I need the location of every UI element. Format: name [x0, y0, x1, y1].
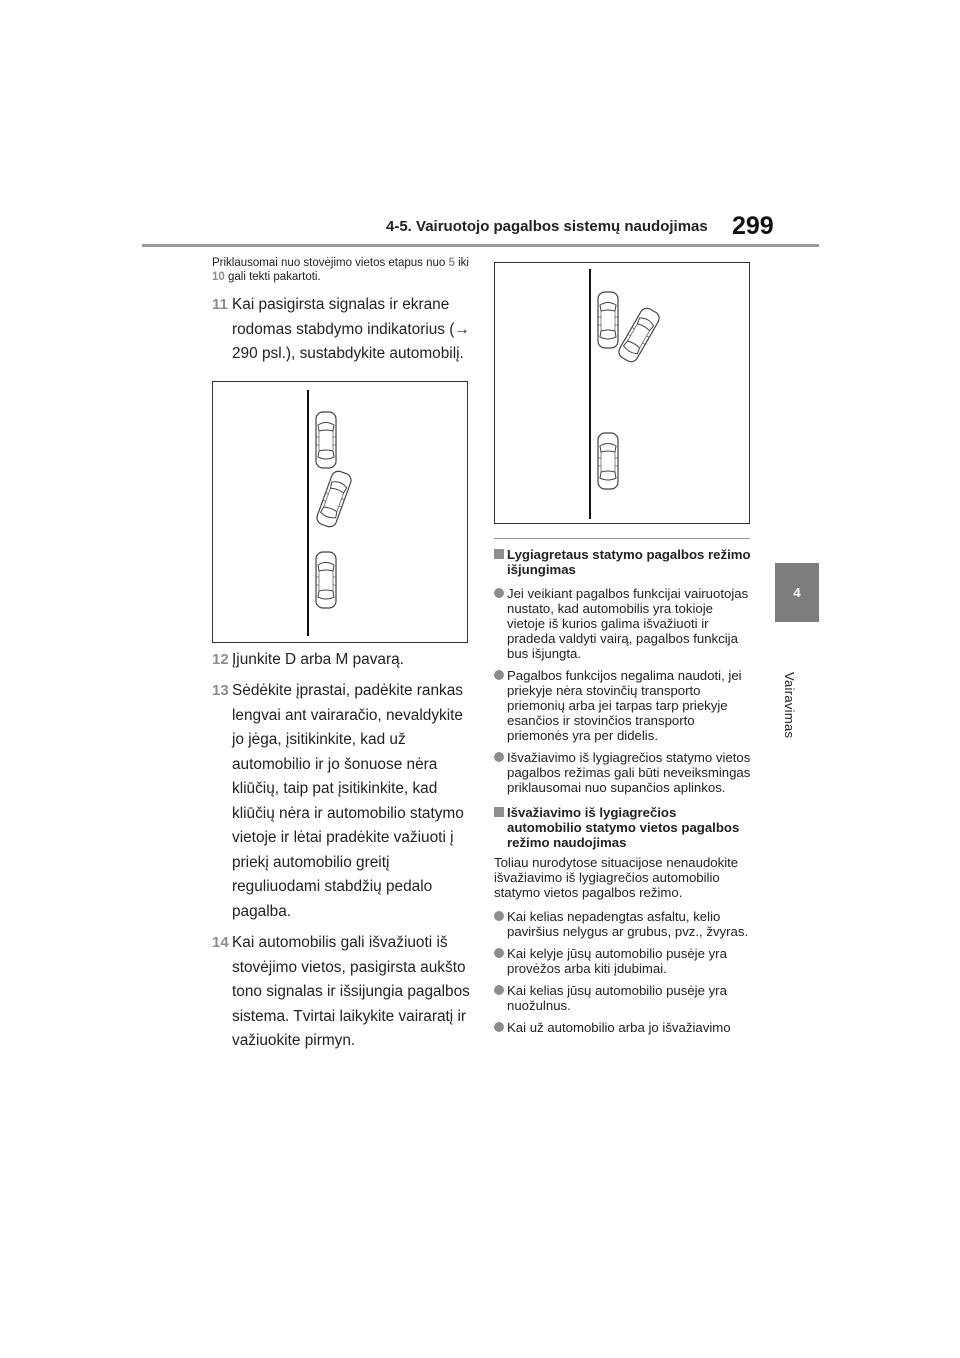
step-number: 14 [212, 934, 229, 951]
page-number: 299 [732, 212, 774, 240]
section-heading-deactivation: Lygiagretaus statymo pagalbos režimo išjungimas [494, 547, 754, 577]
header-title: 4-5. Vairuotojo pagalbos sistemų naudojimas [386, 218, 708, 235]
section-marker-icon [494, 549, 504, 559]
bullet-item: Kai už automobilio arba jo išvažiavimo [494, 1020, 754, 1035]
bullet-item: Kai kelyje jūsų automobilio pusėje yra provėžos arba kiti įdubimai. [494, 946, 754, 976]
step-text: Sėdėkite įprastai, padėkite rankas lengvai ant vairaračio, nevaldykite jo jėga, įsitikinkite, kad už automobilio ir jo šonuose nėra kliūčių, taip pat įsitikinkite, kad kliūčių nėra ir automobilio statymo vietoje ir lėtai pradėkite važiuoti į priekį automobilio greitį reguliuodami stabdžių pedalo pagalba. [232, 682, 464, 920]
bullet-dot-icon [494, 985, 504, 995]
bullet-dot-icon [494, 911, 504, 921]
own-car [315, 469, 353, 528]
bullet-item: Jei veikiant pagalbos funkcijai vairuotojas nustato, kad automobilis yra tokioje vietoje iš kurios galima išvažiuoti ir pradeda valdyti vairą, pagalbos funkcija bus išjungta. [494, 586, 754, 661]
step-12 [212, 648, 470, 673]
bullet-dot-icon [494, 948, 504, 958]
bullet-dot-icon [494, 588, 504, 598]
parked-car-rear [316, 552, 336, 608]
bullet-item: Kai kelias jūsų automobilio pusėje yra nuožulnus. [494, 983, 754, 1013]
figure-stop-diagram [212, 381, 468, 643]
repeat-note: Priklausomai nuo stovėjimo vietos etapus nuo 5 iki 10 gali tekti pakartoti. [212, 257, 469, 283]
section-heading-usage: Išvažiavimo iš lygiagrečios automobilio statymo vietos pagalbos režimo naudojimas [494, 805, 754, 850]
bullet-dot-icon [494, 752, 504, 762]
section-intro: Toliau nurodytose situacijose nenaudokite išvažiavimo iš lygiagrečios automobilio statymo vietos pagalbos režimo. [494, 855, 739, 900]
section-marker-icon [494, 807, 504, 817]
parking-diagram-2 [495, 263, 750, 524]
bullet-item: Išvažiavimo iš lygiagrečios statymo vietos pagalbos režimas gali būti neveiksmingas priklausomai nuo supančios aplinkos. [494, 750, 754, 795]
step-11 [212, 293, 470, 367]
own-car-exiting [616, 306, 661, 364]
parked-car-rear [598, 433, 618, 489]
parked-car-front [316, 412, 336, 468]
header-rule [142, 244, 819, 247]
step-text: Kai automobilis gali išvažiuoti iš stovėjimo vietos, pasigirsta aukšto tono signalas ir išsijungia pagalbos sistema. Tvirtai laikykite vairaratį ir važiuokite pirmyn. [232, 934, 470, 1049]
left-column [212, 256, 470, 1054]
parked-car-front [598, 292, 618, 348]
section-divider [494, 538, 750, 539]
step-number: 11 [212, 296, 228, 313]
step-14 [212, 931, 470, 1054]
figure-exit-diagram [494, 262, 750, 524]
chapter-tab[interactable]: 4 [775, 563, 819, 622]
step-number: 12 [212, 650, 229, 668]
step-number: 13 [212, 682, 229, 699]
bullet-item: Pagalbos funkcijos negalima naudoti, jei priekyje nėra stovinčių transporto priemonių arba jei tarpas tarp priekyje esančios ir stovinčios transporto priemonės yra per didelis. [494, 668, 754, 743]
step-13 [212, 679, 470, 924]
step-text: Įjunkite D arba M pavarą. [232, 650, 404, 668]
step-text: Kai pasigirsta signalas ir ekrane rodomas stabdymo indikatorius (→ 290 psl.), sustabdykite automobilį. [232, 296, 470, 362]
bullet-dot-icon [494, 1022, 504, 1032]
bullet-dot-icon [494, 670, 504, 680]
chapter-label: Vairavimas [782, 672, 797, 739]
bullet-item: Kai kelias nepadengtas asfaltu, kelio paviršius nelygus ar grubus, pvz., žvyras. [494, 909, 754, 939]
right-column [494, 262, 754, 1035]
parking-diagram-1 [213, 382, 468, 643]
